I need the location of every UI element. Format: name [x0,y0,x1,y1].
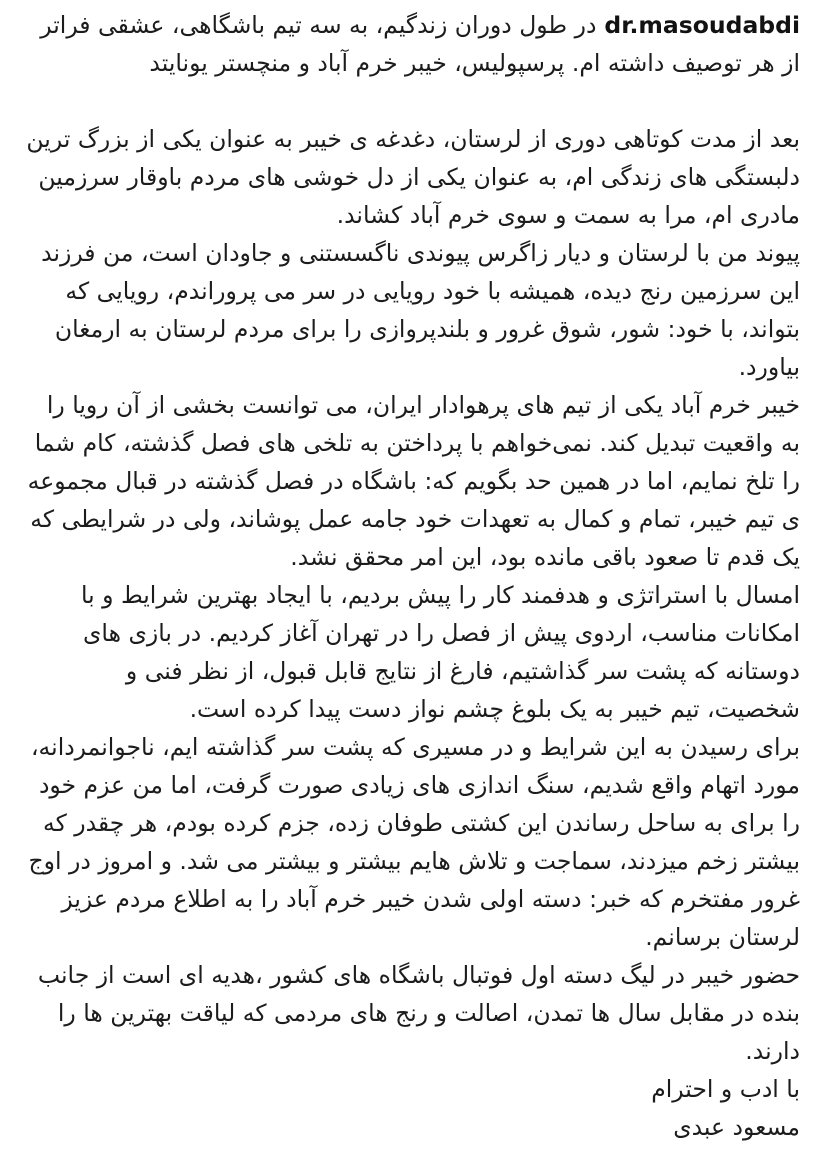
intro-text: در طول دوران زندگیم، به سه تیم باشگاهی، عشقی فراتر از هر توصیف داشته ام. پرسپولیس، خیبر خرم آباد و منچستر یونایتد [40,11,800,77]
caption-paragraph: برای رسیدن به این شرایط و در مسیری که پشت سر گذاشته ایم، ناجوانمردانه، مورد اتهام واقع شدیم، سنگ اندازی های زیادی صورت گرفت، اما من عزم خود را برای به ساحل رساندن این کشتی طوفان زده، جزم کرده بودم، هر چقدر که بیشتر زخم میزدند، سماجت و تلاش هایم بیشتر و بیشتر می شد. و امروز در اوج غرور مفتخرم که خبر: دسته اولی شدن خیبر خرم آباد را به اطلاع مردم عزیز لرستان برسانم. [28,733,800,951]
paragraph-spacer [26,82,800,120]
caption-paragraph: خیبر خرم آباد یکی از تیم های پرهوادار ایران، می توانست بخشی از آن رویا را به واقعیت تبدیل کند. نمی‌خواهم با پرداختن به تلخی های فصل گذشته، کام شما را تلخ نمایم، اما در همین حد بگویم که: باشگاه در فصل گذشته در قبال مجموعه ی تیم خیبر، تمام و کمال به تعهدات خود جامه عمل پوشاند، ولی در شرایطی که یک قدم تا صعود باقی مانده بود، این امر محقق نشد. [27,391,800,571]
caption-paragraph: امسال با استراتژی و هدفمند کار را پیش بردیم، با ایجاد بهترین شرایط و با امکانات مناسب، اردوی پیش از فصل را در تهران آغاز کردیم. در بازی های دوستانه که پشت سر گذاشتیم، فارغ از نتایج قابل قبول، از نظر فنی و شخصیت، تیم خیبر به یک بلوغ چشم نواز دست پیدا کرده است. [80,581,800,723]
caption-paragraph: حضور خیبر در لیگ دسته اول فوتبال باشگاه های کشور ،هدیه ای است از جانب بنده در مقابل سال ها تمدن، اصالت و رنج های مردمی که لیاقت بهترین ها را دارند. [37,961,800,1065]
closing-line: با ادب و احترام [651,1075,800,1103]
caption-paragraph: پیوند من با لرستان و دیار زاگرس پیوندی ناگسستنی و جاودان است، من فرزند این سرزمین رنج دیده، همیشه با خود رویایی در سر می پروراندم، رویایی که بتواند، با خود: شور، شوق غرور و بلندپروازی را برای مردم لرستان به ارمغان بیاورد. [41,239,800,381]
username-link[interactable]: dr.masoudabdi [604,11,800,39]
caption-paragraph: بعد از مدت کوتاهی دوری از لرستان، دغدغه ی خیبر به عنوان یکی از بزرگ ترین دلبستگی های زندگی ام، به عنوان یکی از دل خوشی های مردم باوقار سرزمین مادری ام، مرا به سمت و سوی خرم آباد کشاند. [26,125,800,229]
caption-intro [26,6,800,82]
post-caption [26,6,800,1146]
signature: مسعود عبدی [673,1113,800,1141]
